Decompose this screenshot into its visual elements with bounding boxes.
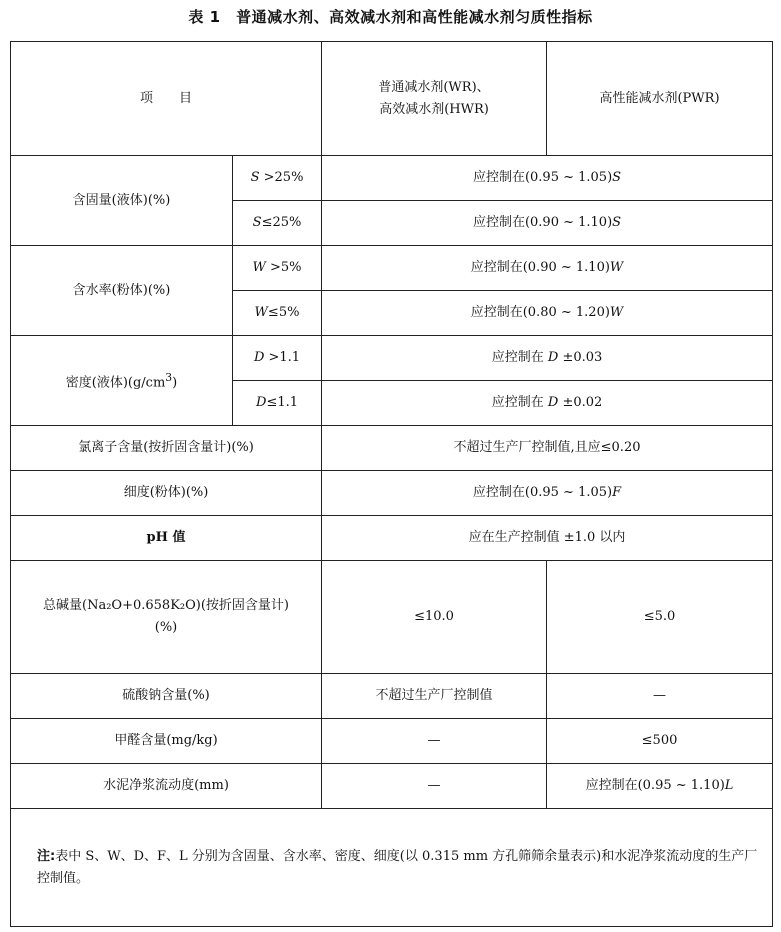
cond-solid-2: S≤25% <box>233 201 322 246</box>
row-name-density: 密度(液体)$(g/cm^3)$ <box>11 336 233 426</box>
row-name-ph: pH 值 <box>11 516 322 561</box>
value-fineness: 应控制在(0.95 ~ 1.05)F <box>322 471 773 516</box>
header-pwr: 高性能减水剂(PWR) <box>547 42 773 156</box>
row-name-fineness: 细度(粉体)(%) <box>11 471 322 516</box>
value-density-2: 应控制在 D ±0.02 <box>322 381 773 426</box>
value-flow-wr: — <box>322 764 547 809</box>
value-solid-2: 应控制在(0.90 ~ 1.10)S <box>322 201 773 246</box>
cond-density-2: D≤1.1 <box>233 381 322 426</box>
table-row <box>11 426 773 471</box>
row-name-flow: 水泥净浆流动度(mm) <box>11 764 322 809</box>
table-note <box>11 809 773 927</box>
note-row <box>11 809 773 927</box>
header-item: 项 目 <box>11 42 322 156</box>
table-row <box>11 719 773 764</box>
table-row <box>11 764 773 809</box>
row-name-chloride: 氯离子含量(按折固含量计)(%) <box>11 426 322 471</box>
value-density-1: 应控制在 D ±0.03 <box>322 336 773 381</box>
table-row <box>11 336 773 381</box>
value-ph: 应在生产控制值 ±1.0 以内 <box>322 516 773 561</box>
cond-moisture-1: W >5% <box>233 246 322 291</box>
value-chloride: 不超过生产厂控制值,且应≤0.20 <box>322 426 773 471</box>
value-alkali-wr: ≤10.0 <box>322 561 547 674</box>
cond-density-1: D >1.1 <box>233 336 322 381</box>
value-sulfate-wr: 不超过生产厂控制值 <box>322 674 547 719</box>
header-wr-line1: 普通减水剂(WR)、 <box>378 79 490 95</box>
table-row <box>11 246 773 291</box>
row-name-solid: 含固量(液体)(%) <box>11 156 233 246</box>
table-row <box>11 561 773 674</box>
row-name-sulfate: 硫酸钠含量(%) <box>11 674 322 719</box>
table-caption: 表 1 普通减水剂、高效减水剂和高性能减水剂匀质性指标 <box>188 8 593 26</box>
value-alkali-pwr: ≤5.0 <box>547 561 773 674</box>
table-row <box>11 156 773 201</box>
table-row <box>11 471 773 516</box>
value-moisture-2: 应控制在(0.80 ~ 1.20)W <box>322 291 773 336</box>
value-moisture-1: 应控制在(0.90 ~ 1.10)W <box>322 246 773 291</box>
row-name-moisture: 含水率(粉体)(%) <box>11 246 233 336</box>
alkali-name-line2: (%) <box>154 620 178 635</box>
header-row <box>11 42 773 156</box>
specification-table <box>10 41 773 927</box>
cond-solid-1: S >25% <box>233 156 322 201</box>
header-wr-hwr <box>322 42 547 156</box>
cond-moisture-2: W≤5% <box>233 291 322 336</box>
table-row <box>11 674 773 719</box>
value-sulfate-pwr: — <box>547 674 773 719</box>
row-name-alkali <box>11 561 322 674</box>
note-label: 注: <box>37 848 56 864</box>
header-wr-line2: 高效减水剂(HWR) <box>379 101 489 117</box>
value-solid-1: 应控制在(0.95 ~ 1.05)S <box>322 156 773 201</box>
row-name-formaldehyde: 甲醛含量(mg/kg) <box>11 719 322 764</box>
value-formaldehyde-pwr: ≤500 <box>547 719 773 764</box>
value-formaldehyde-wr: — <box>322 719 547 764</box>
note-text: 表中 S、W、D、F、L 分别为含固量、含水率、密度、细度(以 0.315 mm 方孔筛筛余量表示)和水泥净浆流动度的生产厂控制值。 <box>37 848 758 886</box>
value-flow-pwr: 应控制在(0.95 ~ 1.10)L <box>547 764 773 809</box>
table-row <box>11 516 773 561</box>
alkali-name-line1: 总碱量(Na₂O+0.658K₂O)(按折固含量计) <box>43 598 289 613</box>
